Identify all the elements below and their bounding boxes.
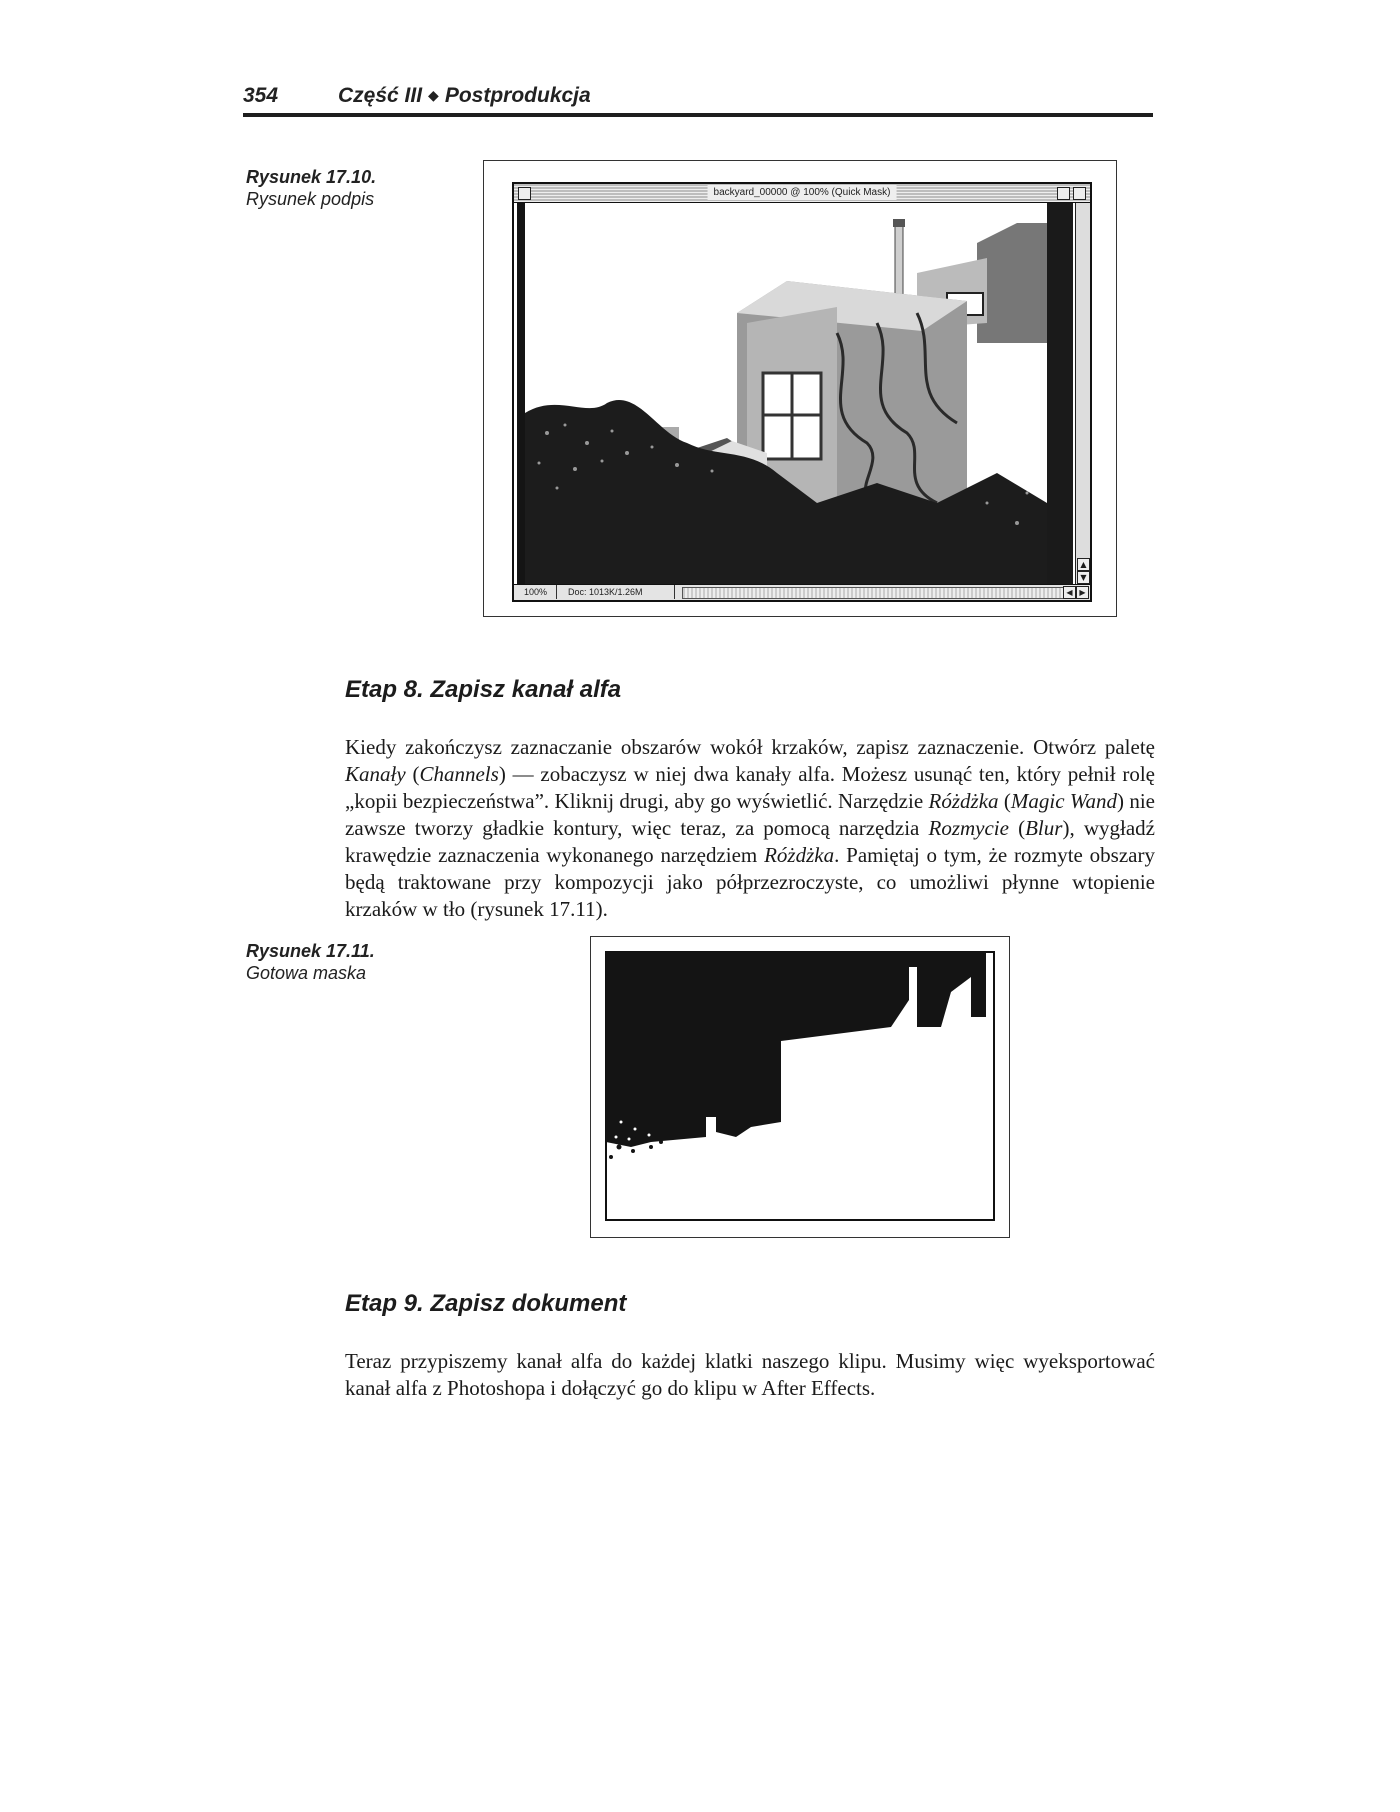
diamond-icon: ◆: [428, 88, 439, 104]
text-run: ) nie zawsze tworzy gładkie kontury, więc teraz, za pomocą narzędzia: [345, 789, 1156, 840]
section-label: Postprodukcja: [444, 84, 591, 107]
term-magic-wand-pl-2: Różdżka: [764, 843, 835, 867]
horizontal-scrollbar[interactable]: [682, 587, 1074, 599]
figure-17-11: [590, 936, 1010, 1238]
vertical-scrollbar[interactable]: [1075, 203, 1090, 584]
scroll-down-icon[interactable]: ▼: [1077, 571, 1090, 584]
text-run: Kiedy zakończysz zaznaczanie obszarów wokół krzaków, zapisz zaznaczenie. Otwórz paletę: [345, 735, 1155, 759]
term-channels-en: Channels: [419, 762, 499, 786]
stage-8-heading: [345, 676, 621, 704]
stage-9-heading: [345, 1290, 626, 1318]
figure-caption-text: Gotowa maska: [246, 963, 367, 983]
text-run: ) — zobaczysz w niej dwa kanały alfa. Możesz usunąć ten, który pełnił rolę „kopii bezpieczeństwa”. Kliknij drugi, aby go wyświetlić. Narzędzie: [345, 762, 1156, 813]
figure-17-10-caption: [246, 166, 376, 210]
scroll-right-icon[interactable]: ▶: [1076, 586, 1089, 599]
zoom-box-icon[interactable]: [1057, 187, 1070, 200]
term-channels-pl: Kanały: [345, 762, 406, 786]
term-blur-en: Blur: [1025, 816, 1063, 840]
stage-number: Etap 8.: [345, 676, 424, 703]
figure-caption-text: Rysunek podpis: [246, 189, 375, 209]
window-title: backyard_00000 @ 100% (Quick Mask): [708, 185, 897, 200]
stage-title: Zapisz kanał alfa: [430, 676, 622, 703]
text-run: (: [998, 789, 1011, 813]
chapter-title: [338, 84, 591, 108]
header-rule: [243, 113, 1153, 117]
stage-9-paragraph: Teraz przypiszemy kanał alfa do każdej klatki naszego klipu. Musimy więc wyeksportować kanał alfa z Photoshopa i dołączyć go do klipu w After Effects.: [345, 1349, 1155, 1400]
page-number: 354: [243, 84, 279, 107]
figure-label: Rysunek 17.11.: [246, 941, 375, 961]
stage-number: Etap 9.: [345, 1290, 424, 1317]
text-run: (: [405, 762, 420, 786]
alpha-mask-image: [591, 937, 1009, 1237]
figure-17-11-caption: [246, 940, 375, 984]
stage-8-paragraph: [345, 734, 1155, 923]
image-canvas[interactable]: [517, 203, 1073, 584]
scroll-left-icon[interactable]: ◀: [1063, 586, 1076, 599]
window-titlebar[interactable]: [514, 184, 1090, 203]
zoom-level[interactable]: 100%: [518, 585, 557, 599]
collapse-box-icon[interactable]: [1073, 187, 1086, 200]
window-statusbar: [514, 584, 1090, 600]
scroll-up-icon[interactable]: ▲: [1077, 558, 1090, 571]
part-label: Część III: [338, 84, 423, 107]
figure-label: Rysunek 17.10.: [246, 167, 377, 187]
close-box-icon[interactable]: [518, 187, 531, 200]
term-magic-wand-pl: Różdżka: [928, 789, 999, 813]
stage-title: Zapisz dokument: [430, 1290, 627, 1317]
term-magic-wand-en: Magic Wand: [1010, 789, 1117, 813]
running-header: [243, 84, 1153, 108]
document-size[interactable]: Doc: 1013K/1.26M: [562, 585, 675, 599]
figure-17-10: [483, 160, 1117, 617]
text-run: . Pamiętaj o tym, że rozmyte obszary będą traktowane przy kompozycji jako półprzezroczyste, co umożliwi płynne wtopienie krzaków w tło (rysunek 17.11).: [345, 843, 1155, 921]
text-run: ), wygładź krawędzie zaznaczenia wykonanego narzędziem: [345, 816, 1155, 867]
backyard-photo-image: [517, 203, 1073, 584]
photoshop-window: [512, 182, 1092, 602]
text-run: (: [1008, 816, 1026, 840]
term-blur-pl: Rozmycie: [928, 816, 1009, 840]
